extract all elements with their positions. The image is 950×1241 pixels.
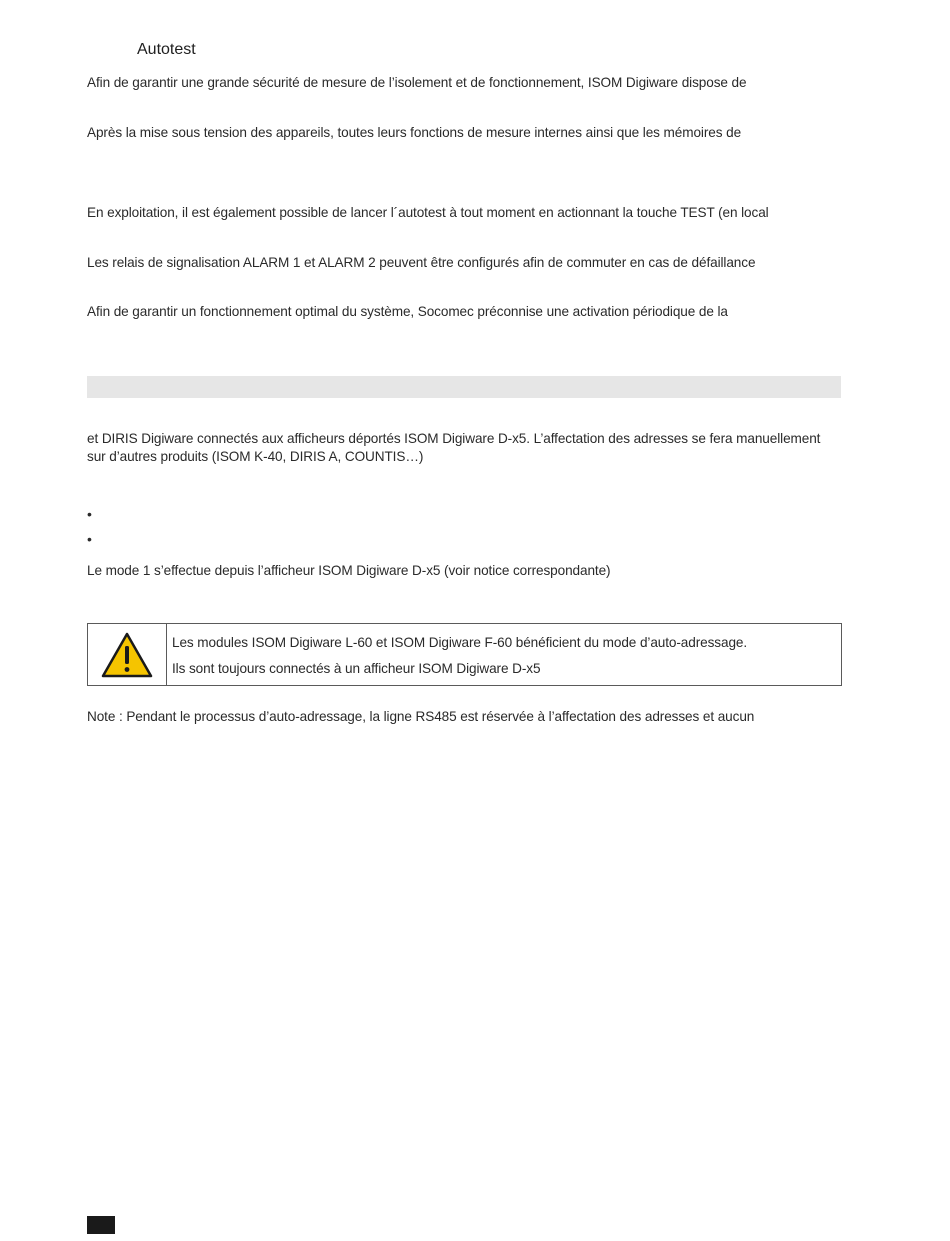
warning-line: Les modules ISOM Digiware L-60 et ISOM Digiware F-60 bénéficient du mode d’auto-adressage. <box>172 635 748 650</box>
note-auto-addressing: Note : Pendant le processus d’auto-adressage, la ligne RS485 est réservée à l’affectation des adresses et aucun <box>87 709 755 724</box>
bullet-item: • <box>87 506 92 522</box>
section-header-band <box>87 376 841 398</box>
paragraph-power-on: Après la mise sous tension des appareils, toutes leurs fonctions de mesure internes ainsi que les mémoires de <box>87 125 742 140</box>
warning-icon-cell <box>88 624 167 685</box>
section-title: Autotest <box>137 41 196 58</box>
warning-line: Ils sont toujours connectés à un afficheur ISOM Digiware D-x5 <box>172 661 541 676</box>
paragraph-addressing: et DIRIS Digiware connectés aux afficheurs déportés ISOM Digiware D-x5. L’affectation des adresses se fera manuellement sur d’autres produits (ISOM K-40, DIRIS A, COUNTIS…) <box>87 431 821 464</box>
paragraph-periodic-activation: Afin de garantir un fonctionnement optimal du système, Socomec préconnise une activation périodique de la <box>87 304 728 319</box>
warning-box <box>87 623 842 686</box>
paragraph-mode-1: Le mode 1 s’effectue depuis l’afficheur ISOM Digiware D-x5 (voir notice correspondante) <box>87 563 611 578</box>
warning-triangle-icon <box>100 631 154 679</box>
paragraph-alarm-relays: Les relais de signalisation ALARM 1 et ALARM 2 peuvent être configurés afin de commuter en cas de défaillance <box>87 255 756 270</box>
warning-text <box>167 624 747 685</box>
bullet-item: • <box>87 531 92 547</box>
paragraph-operation-test: En exploitation, il est également possible de lancer l´autotest à tout moment en actionnant la touche TEST (en local <box>87 205 769 220</box>
paragraph-autotest-intro: Afin de garantir une grande sécurité de mesure de l’isolement et de fonctionnement, ISOM Digiware dispose de <box>87 75 747 90</box>
page-number-marker <box>87 1216 115 1234</box>
